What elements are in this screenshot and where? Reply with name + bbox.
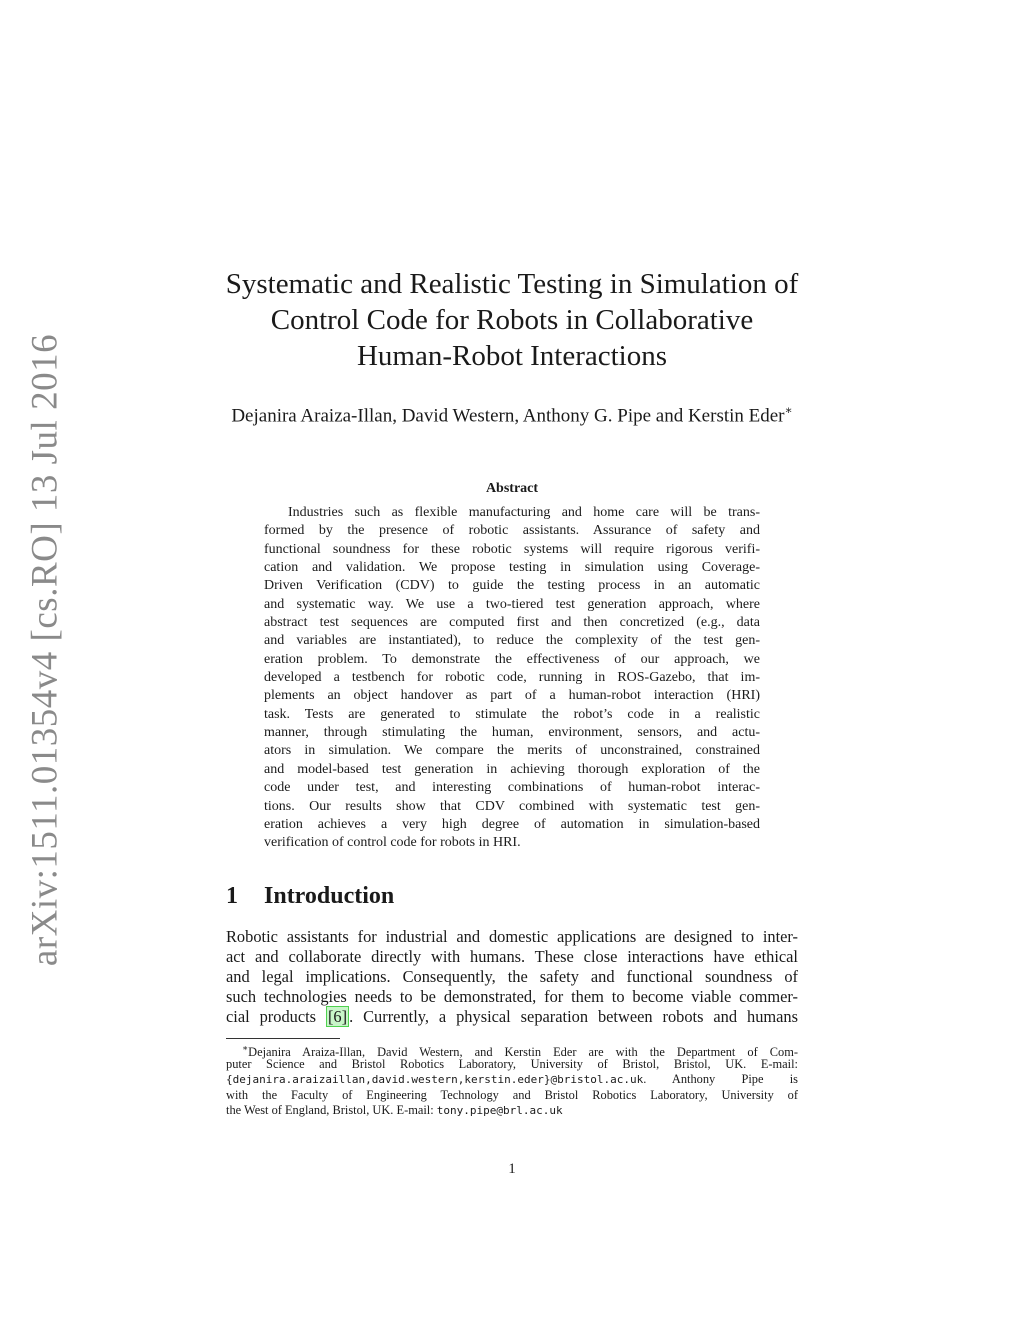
author-footnote-marker: ∗: [784, 403, 793, 417]
abstract-line: verification of control code for robots in HRI.: [264, 835, 521, 851]
footnote-marker: ∗: [242, 1043, 249, 1053]
footnote-line: [226, 1103, 798, 1119]
body-line: [226, 1007, 798, 1027]
abstract-line: and model-based test generation in achieving thorough exploration of the: [264, 761, 760, 777]
abstract-line: and systematic way. We use a two-tiered test generation approach, where: [264, 596, 760, 612]
section-number: 1: [226, 883, 238, 909]
abstract-body: [264, 504, 760, 853]
body-line: and legal implications. Consequently, the safety and functional soundness of: [226, 967, 798, 986]
body-line-text: cial products: [226, 1007, 326, 1026]
abstract-line: eration achieves a very high degree of automation in simulation-based: [264, 816, 760, 832]
abstract-line: plements an object handover as part of a human-robot interaction (HRI): [264, 688, 760, 704]
title-line: Systematic and Realistic Testing in Simulation of: [225, 268, 799, 300]
abstract-line: developed a testbench for robotic code, running in ROS-Gazebo, that im-: [264, 670, 760, 686]
footnote-text: . Anthony Pipe is: [643, 1072, 798, 1086]
section-title: Introduction: [264, 883, 395, 909]
footnote-line: puter Science and Bristol Robotics Laboratory, University of Bristol, Bristol, UK. E-mail:: [226, 1056, 798, 1071]
abstract-line: Industries such as flexible manufacturing and home care will be trans-: [288, 505, 760, 520]
author-footnote: [226, 1041, 798, 1119]
body-line: act and collaborate directly with humans. These close interactions have ethical: [226, 947, 798, 966]
footnote-line: with the Faculty of Engineering Technology and Bristol Robotics Laboratory, University of: [226, 1087, 798, 1102]
page-number: 1: [508, 1161, 516, 1177]
body-line-text: . Currently, a physical separation between robots and humans: [349, 1007, 798, 1026]
footnote-line: [226, 1072, 798, 1088]
abstract-line: Driven Verification (CDV) to guide the testing process in an automatic: [264, 578, 760, 594]
footnote-text: Dejanira Araiza-Illan, David Western, and Kerstin Eder are with the Department of Com-: [248, 1045, 798, 1060]
section-heading-introduction: [226, 881, 394, 911]
footnote-divider: [226, 1038, 340, 1039]
abstract-line: abstract test sequences are computed first and then concretized (e.g., data: [264, 615, 760, 631]
citation-link[interactable]: [6]: [327, 1007, 348, 1026]
title-line: Control Code for Robots in Collaborative: [270, 304, 754, 336]
body-line: Robotic assistants for industrial and domestic applications are designed to inter-: [226, 927, 798, 946]
abstract-line: formed by the presence of robotic assistants. Assurance of safety and: [264, 523, 760, 539]
body-line: such technologies needs to be demonstrated, for them to become viable commer-: [226, 987, 798, 1006]
abstract-heading: Abstract: [485, 481, 539, 496]
abstract-line: functional soundness for these robotic systems will require rigorous verifi-: [264, 541, 760, 557]
introduction-body: [226, 927, 798, 1027]
title-line: Human-Robot Interactions: [356, 340, 668, 372]
footnote-line: [226, 1041, 798, 1060]
footnote-text: the West of England, Bristol, UK. E-mail:: [226, 1103, 437, 1117]
abstract-line: tions. Our results show that CDV combined with systematic test gen-: [264, 798, 760, 814]
abstract-line: ators in simulation. We compare the merits of unconstrained, constrained: [264, 743, 760, 759]
abstract-line: and variables are instantiated), to reduce the complexity of the test gen-: [264, 633, 760, 649]
abstract-line: code under test, and interesting combinations of human-robot interac-: [264, 780, 760, 796]
paper-title: [150, 266, 874, 374]
abstract-line: manner, through stimulating the human, environment, sensors, and actu-: [264, 725, 760, 741]
footnote-email: tony.pipe@brl.ac.uk: [436, 1104, 563, 1117]
abstract-line: eration problem. To demonstrate the effectiveness of our approach, we: [264, 651, 760, 667]
abstract-line: cation and validation. We propose testing in simulation using Coverage-: [264, 560, 760, 576]
author-names: Dejanira Araiza-Illan, David Western, Anthony G. Pipe and Kerstin Eder: [231, 405, 785, 427]
arxiv-identifier-text: arXiv:1511.01354v4 [cs.RO] 13 Jul 2016: [24, 333, 66, 967]
footnote-email-list: {dejanira.araizaillan,david.western,kerstin.eder}@bristol.ac.uk: [226, 1073, 644, 1086]
author-list: [150, 398, 874, 428]
abstract-line: task. Tests are generated to stimulate the robot’s code in a realistic: [264, 706, 760, 722]
